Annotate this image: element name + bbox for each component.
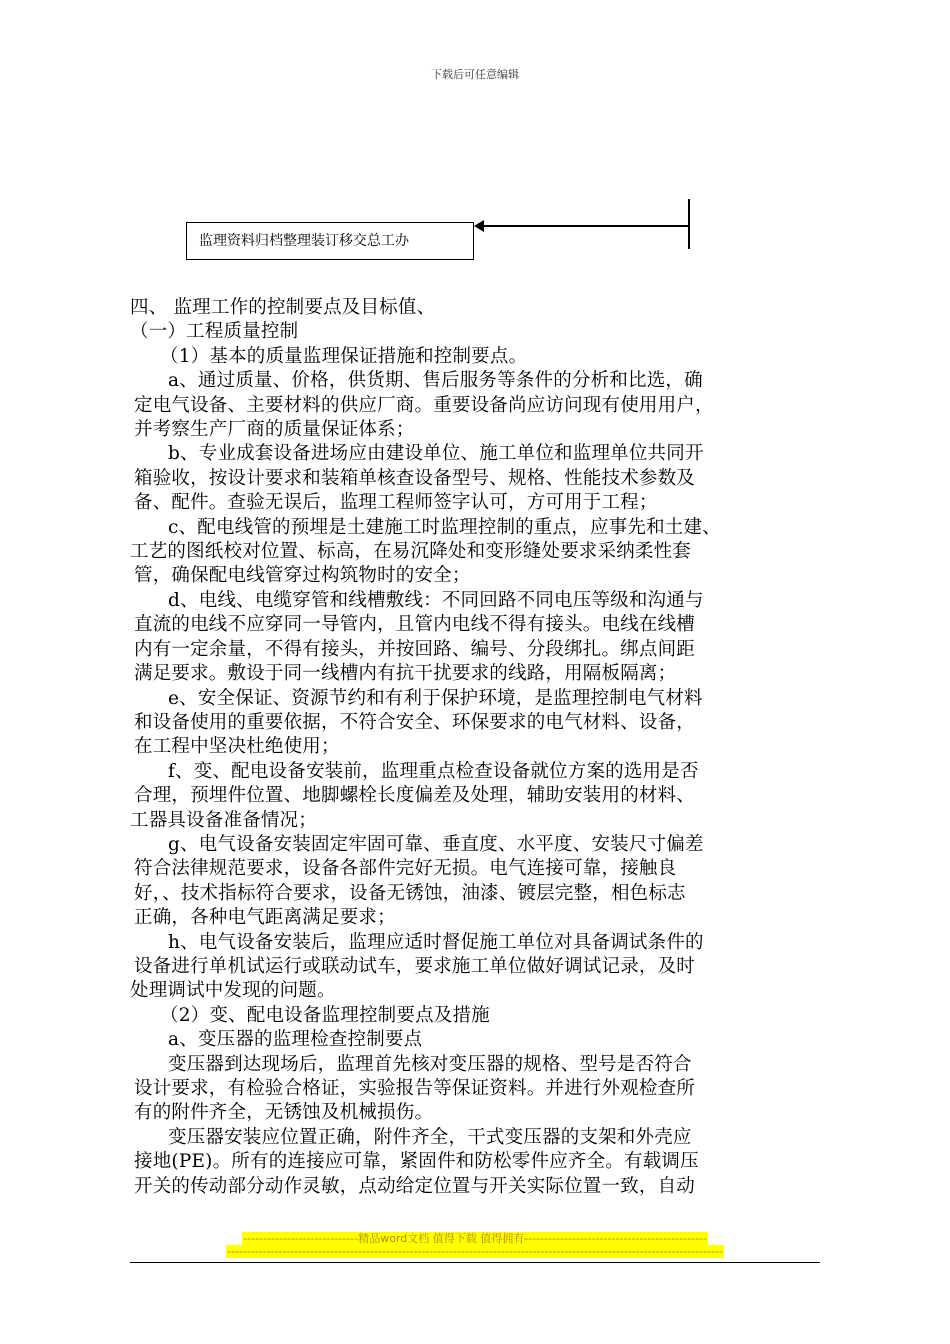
footer-banner-text: -----------------------------精品word文档 值得下载 值得拥有---------------------------------------------- bbox=[243, 1232, 707, 1245]
text-line: （一）工程质量控制 bbox=[130, 321, 299, 343]
text-line: 工艺的图纸校对位置、标高，在易沉降处和变形缝处要求采纳柔性套 bbox=[130, 541, 692, 563]
text-line: 满足要求。敷设于同一线槽内有抗干扰要求的线路，用隔板隔离； bbox=[134, 663, 677, 685]
text-line: 设备进行单机试运行或联动试车，要求施工单位做好调试记录，及时 bbox=[134, 955, 696, 977]
flowchart-connector-horizontal bbox=[482, 225, 689, 227]
flowchart-arrow-icon bbox=[474, 220, 484, 232]
text-line: 内有一定余量，不得有接头，并按回路、编号、分段绑扎。绑点间距 bbox=[134, 638, 696, 660]
footer-dash-line bbox=[0, 1245, 950, 1258]
text-line: b、专业成套设备进场应由建设单位、施工单位和监理单位共同开 bbox=[168, 443, 704, 465]
text-line: 变压器安装应位置正确，附件齐全，干式变压器的支架和外壳应 bbox=[168, 1126, 692, 1148]
text-line: 变压器到达现场后，监理首先核对变压器的规格、型号是否符合 bbox=[168, 1053, 692, 1075]
document-body bbox=[130, 296, 830, 1199]
text-line: 正确，各种电气距离满足要求； bbox=[134, 907, 396, 929]
text-line: 备、配件。查验无误后，监理工程师签字认可，方可用于工程； bbox=[134, 492, 658, 514]
text-line: 接地(PE)。所有的连接应可靠，紧固件和防松零件应齐全。有载调压 bbox=[134, 1151, 699, 1173]
text-line: 开关的传动部分动作灵敏，点动给定位置与开关实际位置一致，自动 bbox=[134, 1175, 696, 1197]
footer-banner bbox=[0, 1230, 950, 1246]
text-line: a、通过质量、价格，供货期、售后服务等条件的分析和比选，确 bbox=[168, 370, 703, 392]
text-line: 好，、技术指标符合要求，设备无锈蚀，油漆、镀层完整，相色标志 bbox=[134, 882, 686, 904]
text-line: a、变压器的监理检查控制要点 bbox=[168, 1029, 423, 1051]
flowchart-connector-vertical bbox=[688, 199, 690, 249]
text-line: h、电气设备安装后，监理应适时督促施工单位对具备调试条件的 bbox=[168, 931, 704, 953]
text-line: （2）变、配电设备监理控制要点及措施 bbox=[160, 1004, 490, 1026]
text-line: 合理，预埋件位置、地脚螺栓长度偏差及处理，辅助安装用的材料、 bbox=[134, 785, 696, 807]
text-line: d、电线、电缆穿管和线槽敷线：不同回路不同电压等级和沟通与 bbox=[168, 589, 704, 611]
text-line: 有的附件齐全，无锈蚀及机械损伤。 bbox=[134, 1102, 434, 1124]
text-line: 管，确保配电线管穿过构筑物时的安全； bbox=[134, 565, 471, 587]
text-line: 直流的电线不应穿同一导管内，且管内电线不得有接头。电线在线槽 bbox=[134, 614, 696, 636]
text-line: 在工程中坚决杜绝使用； bbox=[134, 736, 340, 758]
text-line: f、变、配电设备安装前，监理重点检查设备就位方案的选用是否 bbox=[168, 760, 699, 782]
text-line: c、配电线管的预埋是土建施工时监理控制的重点，应事先和土建、 bbox=[168, 516, 721, 538]
text-line: 和设备使用的重要依据，不符合安全、环保要求的电气材料、设备， bbox=[134, 711, 696, 733]
text-line: （1）基本的质量监理保证措施和控制要点。 bbox=[160, 345, 528, 367]
text-line: 并考察生产厂商的质量保证体系； bbox=[134, 419, 415, 441]
header-note: 下载后可任意编辑 bbox=[431, 68, 519, 81]
text-line: 工器具设备准备情况； bbox=[130, 809, 318, 831]
text-line: 设计要求，有检验合格证，实验报告等保证资料。并进行外观检查所 bbox=[134, 1078, 696, 1099]
text-line: 处理调试中发现的问题。 bbox=[130, 980, 336, 1002]
text-line: 定电气设备、主要材料的供应厂商。重要设备尚应访问现有使用用户， bbox=[134, 394, 714, 416]
flowchart-box: 监理资料归档整理装订移交总工办 bbox=[186, 222, 474, 260]
footer-rule bbox=[130, 1262, 820, 1263]
text-line: g、电气设备安装固定牢固可靠、垂直度、水平度、安装尺寸偏差 bbox=[168, 833, 704, 855]
text-line: 符合法律规范要求，设备各部件完好无损。电气连接可靠，接触良 bbox=[134, 858, 677, 880]
text-line: 箱验收，按设计要求和装箱单核查设备型号、规格、性能技术参数及 bbox=[134, 467, 696, 489]
text-line: 四、 监理工作的控制要点及目标值、 bbox=[130, 297, 436, 318]
footer-dash-text: ----------------------------------------------------------------------------------------------------------------------------- bbox=[226, 1245, 724, 1258]
text-line: e、安全保证、资源节约和有利于保护环境，是监理控制电气材料 bbox=[168, 687, 703, 709]
